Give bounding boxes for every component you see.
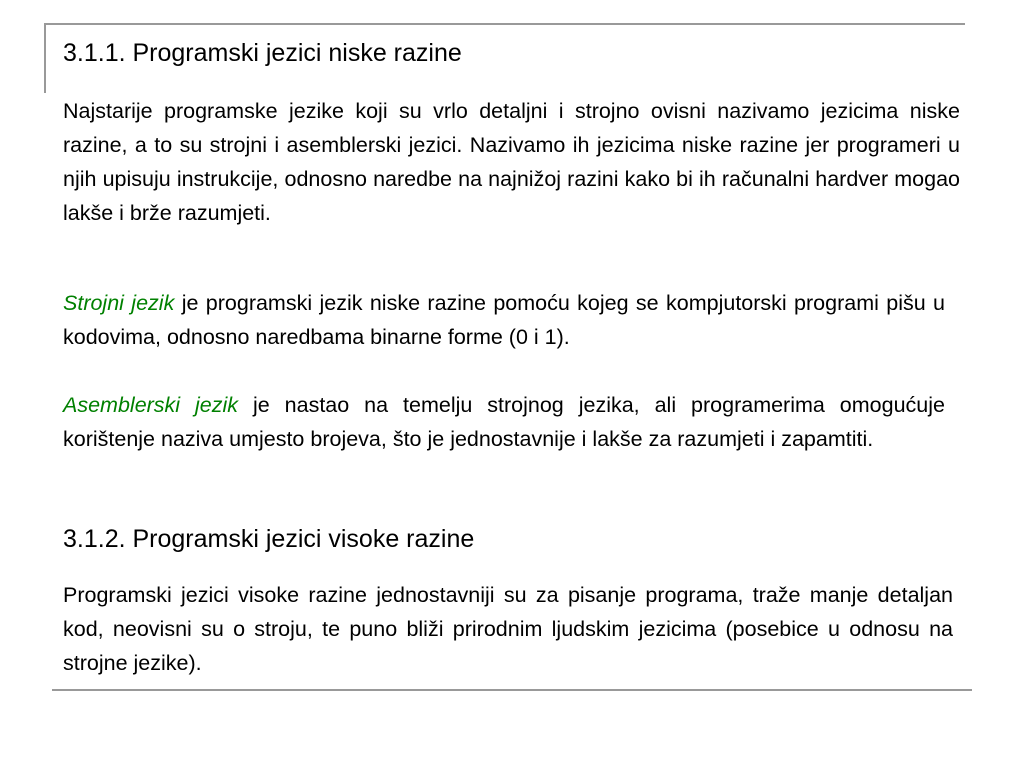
section-heading-high-level: 3.1.2. Programski jezici visoke razine — [63, 525, 475, 553]
machine-language-definition — [63, 286, 945, 354]
top-rule — [44, 23, 965, 25]
intro-paragraph-high-level: Programski jezici visoke razine jednostavniji su za pisanje programa, traže manje detaljan kod, neovisni su o stroju, te puno bliži prirodnim ljudskim jezicima (posebice u odnosu na strojne jezike). — [63, 583, 953, 675]
assembly-language-text: je nastao na temelju strojnog jezika, ali programerima omogućuje korištenje naziva umjesto brojeva, što je jednostavnije i lakše za razumjeti i zapamtiti. — [63, 393, 945, 451]
assembly-language-term: Asemblerski jezik — [63, 393, 239, 417]
machine-language-text: je programski jezik niske razine pomoću kojeg se kompjutorski programi pišu u kodovima, odnosno naredbama binarne forme (0 i 1). — [63, 291, 945, 349]
section-heading-low-level: 3.1.1. Programski jezici niske razine — [63, 39, 462, 67]
assembly-language-definition — [63, 388, 945, 456]
left-corner-rule — [44, 23, 46, 93]
machine-language-term: Strojni jezik — [63, 291, 175, 315]
intro-paragraph-low-level: Najstarije programske jezike koji su vrlo detaljni i strojno ovisni nazivamo jezicima niske razine, a to su strojni i asemblerski jezici. Nazivamo ih jezicima niske razine jer programeri u njih upisuju instrukcije, odnosno naredbe na najnižoj razini kako bi ih računalni hardver mogao lakše i brže razumjeti. — [63, 99, 960, 225]
bottom-rule — [52, 689, 972, 691]
